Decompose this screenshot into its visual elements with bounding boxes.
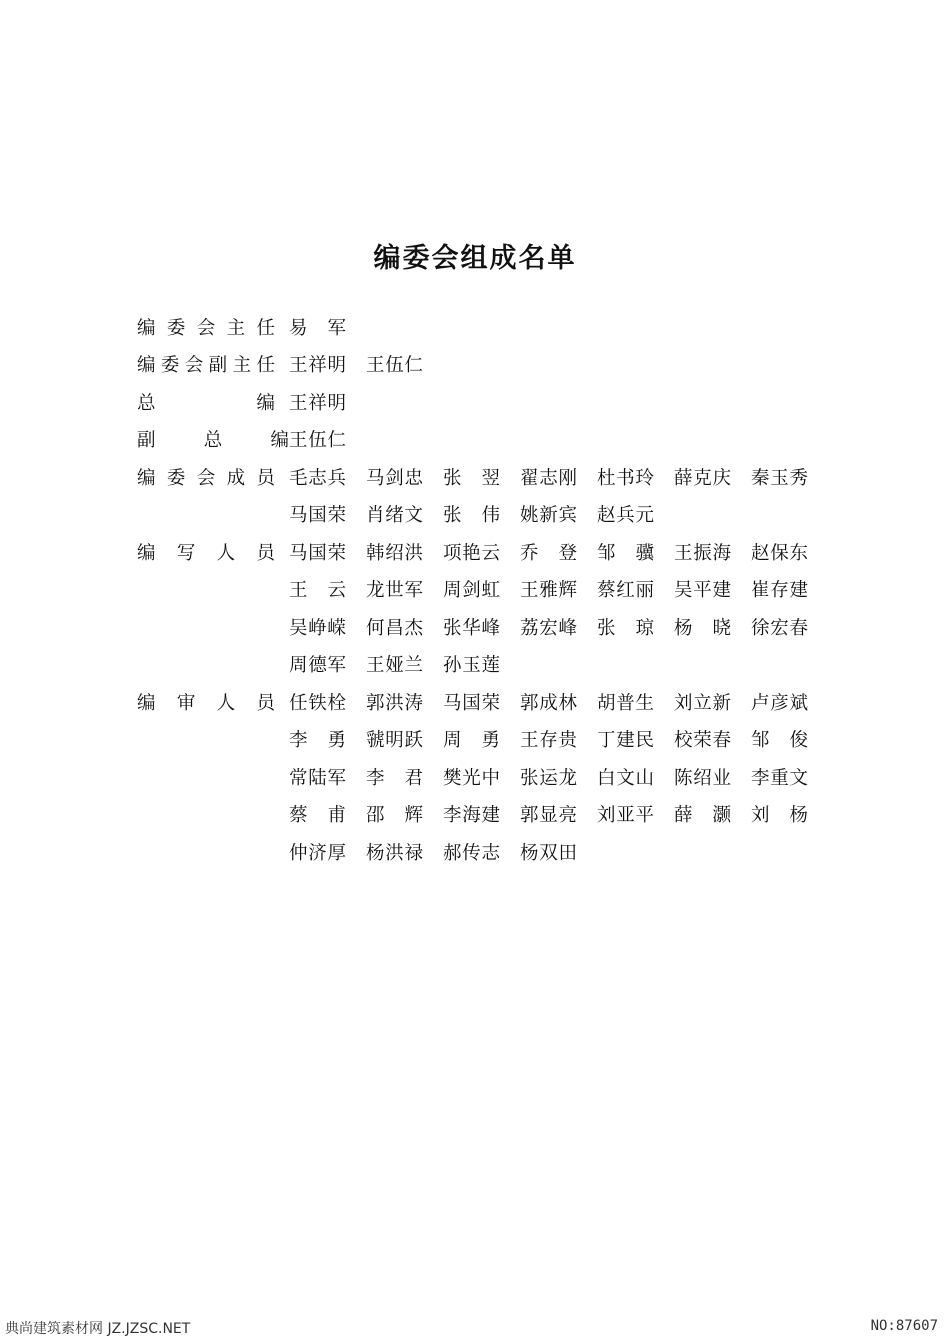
footer-number: NO:87607 — [870, 1318, 938, 1334]
member-name: 肖 绪 文 — [366, 505, 423, 527]
member-name: 胡 普 生 — [597, 692, 654, 714]
member-name: 樊 光 中 — [443, 767, 500, 789]
member-name: 张 伟 — [443, 505, 500, 527]
member-name: 韩 绍 洪 — [366, 542, 423, 564]
member-name: 杨 双 田 — [520, 842, 577, 864]
member-name: 郭 洪 涛 — [366, 692, 423, 714]
member-name: 王 祥 明 — [289, 355, 346, 377]
roster-row — [137, 571, 828, 609]
member-name: 马 国 荣 — [443, 692, 500, 714]
name-list — [289, 726, 828, 752]
roster-row — [137, 646, 828, 684]
roster-row — [137, 496, 828, 534]
role-label: 编 写 人 员 — [137, 542, 275, 564]
role-label: 编 委 会 成 员 — [137, 467, 275, 489]
member-name: 郭 显 亮 — [520, 805, 577, 827]
member-name: 杜 书 玲 — [597, 467, 654, 489]
member-name: 刘 亚 平 — [597, 805, 654, 827]
member-name: 李 重 文 — [751, 767, 808, 789]
name-list — [289, 539, 828, 565]
member-name: 邹 骥 — [597, 542, 654, 564]
name-list — [289, 801, 828, 827]
name-list — [289, 501, 674, 527]
member-name: 常 陆 军 — [289, 767, 346, 789]
name-list — [289, 389, 366, 415]
member-name: 徐 宏 春 — [751, 617, 808, 639]
member-name: 孙 玉 莲 — [443, 655, 500, 677]
roster-row — [137, 683, 828, 721]
member-name: 张 琼 — [597, 617, 654, 639]
roster-row — [137, 458, 828, 496]
member-name: 白 文 山 — [597, 767, 654, 789]
member-name: 荔 宏 峰 — [520, 617, 577, 639]
roster-row — [137, 346, 828, 384]
member-name: 郝 传 志 — [443, 842, 500, 864]
member-name: 张 华 峰 — [443, 617, 500, 639]
member-name: 邵 辉 — [366, 805, 423, 827]
roster-row — [137, 833, 828, 871]
member-name: 毛 志 兵 — [289, 467, 346, 489]
name-list — [289, 314, 366, 340]
member-name: 蔡 甫 — [289, 805, 346, 827]
name-list — [289, 689, 828, 715]
role-label: 编 委 会 主 任 — [137, 317, 275, 339]
member-name: 李 君 — [366, 767, 423, 789]
member-name: 王 振 海 — [674, 542, 731, 564]
member-name: 刘 杨 — [751, 805, 808, 827]
role-label: 总 编 — [137, 392, 275, 414]
name-list — [289, 426, 366, 452]
role-label: 副 总 编 — [137, 430, 289, 452]
member-name: 马 剑 忠 — [366, 467, 423, 489]
member-name: 周 德 军 — [289, 655, 346, 677]
name-list — [289, 764, 828, 790]
name-list — [289, 464, 828, 490]
member-name: 李 勇 — [289, 730, 346, 752]
name-list — [289, 839, 597, 865]
roster-row — [137, 383, 828, 421]
member-name: 陈 绍 业 — [674, 767, 731, 789]
name-list — [289, 651, 520, 677]
member-name: 王 伍 仁 — [289, 430, 346, 452]
member-name: 乔 登 — [520, 542, 577, 564]
member-name: 吴 峥 嵘 — [289, 617, 346, 639]
member-name: 校 荣 春 — [674, 730, 731, 752]
member-name: 张 运 龙 — [520, 767, 577, 789]
member-name: 何 昌 杰 — [366, 617, 423, 639]
member-name: 易 军 — [289, 317, 346, 339]
footer-watermark: 典尚建筑素材网 JZ.JZSC.NET — [5, 1321, 191, 1337]
member-name: 马 国 荣 — [289, 542, 346, 564]
member-name: 王 娅 兰 — [366, 655, 423, 677]
member-name: 杨 洪 禄 — [366, 842, 423, 864]
member-name: 蔡 红 丽 — [597, 580, 654, 602]
member-name: 吴 平 建 — [674, 580, 731, 602]
member-name: 马 国 荣 — [289, 505, 346, 527]
member-name: 翟 志 刚 — [520, 467, 577, 489]
member-name: 张 翌 — [443, 467, 500, 489]
member-name: 周 勇 — [443, 730, 500, 752]
member-name: 薛 灏 — [674, 805, 731, 827]
member-name: 项 艳 云 — [443, 542, 500, 564]
role-label: 编 审 人 员 — [137, 692, 275, 714]
role-label: 编 委 会 副 主 任 — [137, 355, 275, 377]
member-name: 邹 俊 — [751, 730, 808, 752]
member-name: 王 伍 仁 — [366, 355, 423, 377]
member-name: 郭 成 林 — [520, 692, 577, 714]
roster-row — [137, 308, 828, 346]
roster-row — [137, 758, 828, 796]
member-name: 赵 兵 元 — [597, 505, 654, 527]
member-name: 周 剑 虹 — [443, 580, 500, 602]
member-name: 姚 新 宾 — [520, 505, 577, 527]
roster-row — [137, 721, 828, 759]
member-name: 王 云 — [289, 580, 346, 602]
roster-row — [137, 608, 828, 646]
member-name: 王 雅 辉 — [520, 580, 577, 602]
member-name: 崔 存 建 — [751, 580, 808, 602]
member-name: 仲 济 厚 — [289, 842, 346, 864]
roster-row — [137, 421, 828, 459]
member-name: 王 存 贵 — [520, 730, 577, 752]
roster-row — [137, 533, 828, 571]
member-name: 秦 玉 秀 — [751, 467, 808, 489]
member-name: 杨 晓 — [674, 617, 731, 639]
committee-roster — [137, 308, 828, 871]
member-name: 王 祥 明 — [289, 392, 346, 414]
roster-row — [137, 796, 828, 834]
member-name: 刘 立 新 — [674, 692, 731, 714]
name-list — [289, 576, 828, 602]
member-name: 龙 世 军 — [366, 580, 423, 602]
page-title: 编委会组成名单 — [373, 243, 577, 274]
member-name: 赵 保 东 — [751, 542, 808, 564]
member-name: 丁 建 民 — [597, 730, 654, 752]
member-name: 薛 克 庆 — [674, 467, 731, 489]
member-name: 卢 彦 斌 — [751, 692, 808, 714]
member-name: 虢 明 跃 — [366, 730, 423, 752]
member-name: 任 铁 栓 — [289, 692, 346, 714]
name-list — [289, 351, 443, 377]
member-name: 李 海 建 — [443, 805, 500, 827]
name-list — [289, 614, 828, 640]
